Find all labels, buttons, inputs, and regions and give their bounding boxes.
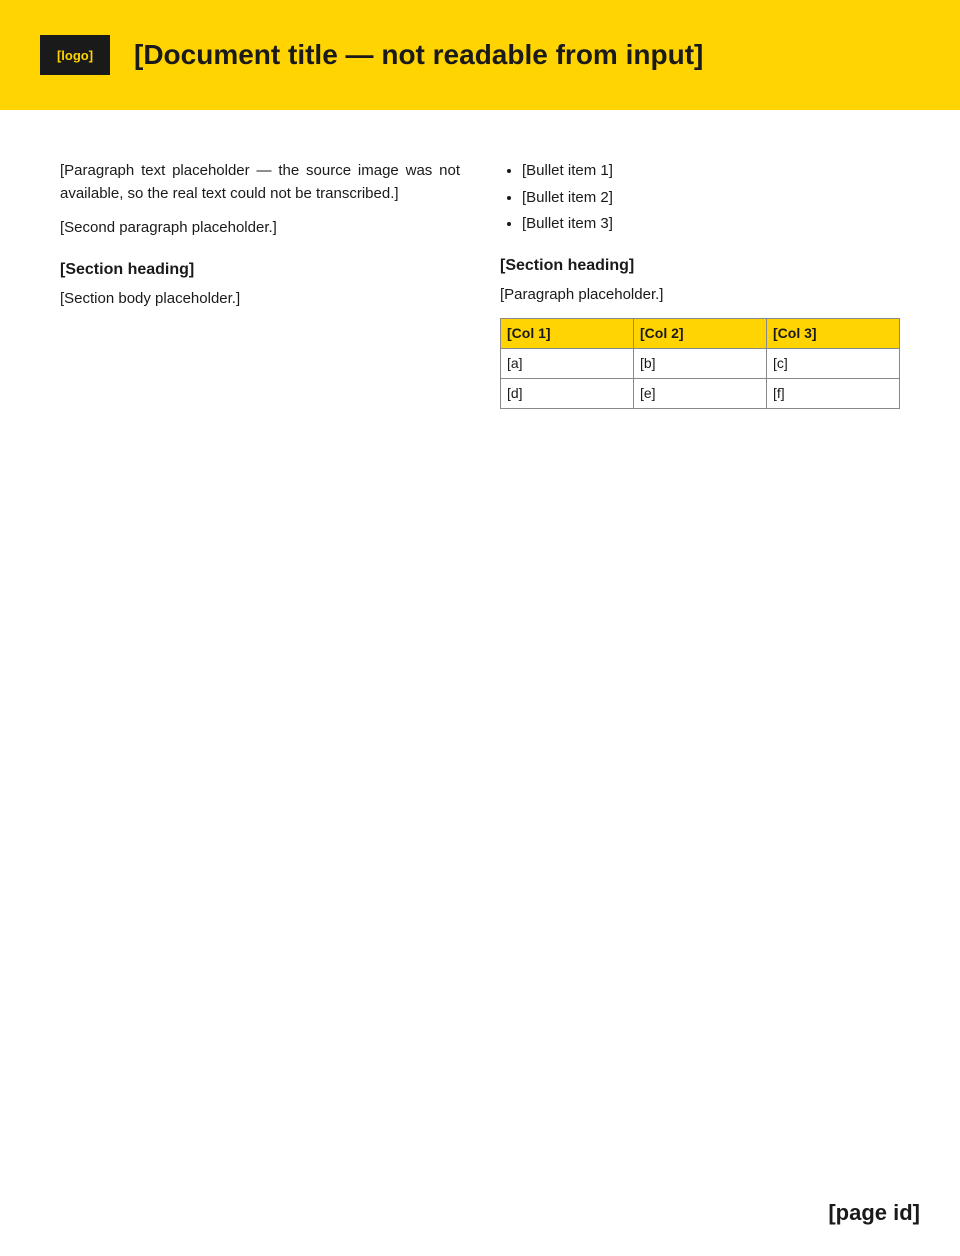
page-title: [Document title — not readable from input]: [134, 39, 704, 70]
section-heading: [Section heading]: [500, 256, 635, 274]
paragraph: [Paragraph placeholder.]: [500, 285, 664, 303]
page-mark: [page id]: [828, 1200, 920, 1225]
list-item: • [Bullet item 3]: [522, 213, 900, 236]
content-columns: [0, 110, 960, 1180]
list-item: • [Bullet item 1]: [522, 160, 900, 183]
table-row: [501, 379, 900, 409]
table-cell: [a]: [501, 349, 634, 379]
table-cell: [e]: [634, 379, 767, 409]
list-item: • [Bullet item 2]: [522, 187, 900, 210]
bullet-list: [500, 160, 900, 236]
section-heading: [Section heading]: [60, 260, 195, 278]
table-header-row: [501, 319, 900, 349]
page-header: [0, 0, 960, 110]
paragraph: [Second paragraph placeholder.]: [60, 219, 277, 236]
left-column: [60, 160, 460, 1180]
table-cell: [c]: [767, 349, 900, 379]
right-column: [500, 160, 900, 1180]
table-row: [501, 349, 900, 379]
column-header: [Col 3]: [767, 319, 900, 349]
column-header: [Col 2]: [634, 319, 767, 349]
brand-logo: [logo]: [40, 35, 110, 75]
data-table: [500, 318, 900, 409]
table-cell: [d]: [501, 379, 634, 409]
paragraph: [Section body placeholder.]: [60, 289, 241, 307]
column-header: [Col 1]: [501, 319, 634, 349]
table-cell: [f]: [767, 379, 900, 409]
table-cell: [b]: [634, 349, 767, 379]
paragraph: [Paragraph text placeholder — the source image was not available, so the real text could not be transcribed.]: [60, 162, 460, 202]
